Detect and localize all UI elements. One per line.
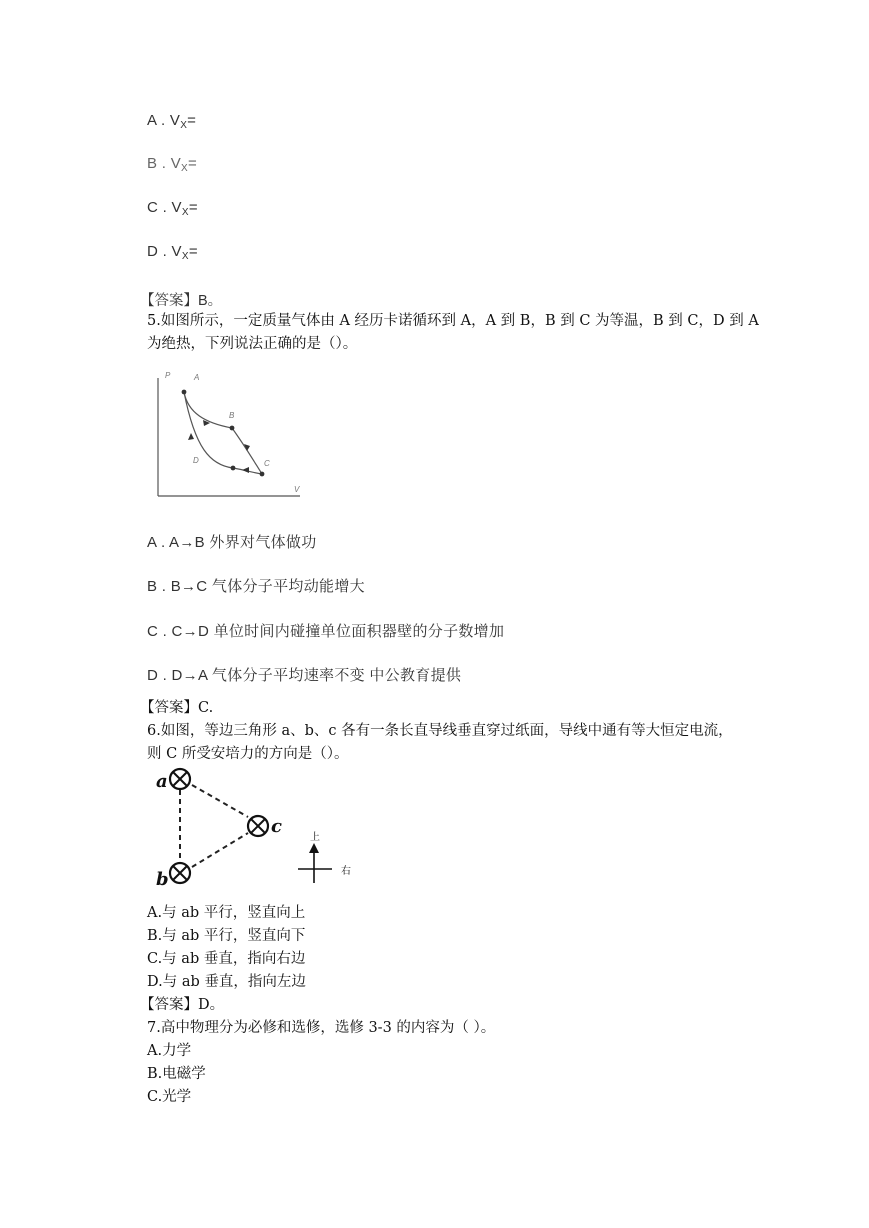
q5-pv-diagram	[150, 368, 310, 503]
q5-point-a	[182, 390, 187, 395]
q5-point-d	[231, 466, 236, 471]
q5-option-d: D . D→A 气体分子平均速率不变 中公教育提供	[147, 667, 462, 684]
q4-option-b-tail: =	[188, 155, 198, 172]
q4-answer: 【答案】B。	[140, 293, 223, 309]
q6-option-d: D.与 ab 垂直，指向左边	[147, 974, 306, 990]
q5-da-curve	[184, 392, 233, 468]
q5-stem-line1: 5.如图所示，一定质量气体由 A 经历卡诺循环到 A，A 到 B，B 到 C 为等温，B 到 C，D 到 A	[147, 313, 759, 329]
q7-option-c: C.光学	[147, 1089, 192, 1105]
q7-stem: 7.高中物理分为必修和选修，选修 3-3 的内容为（ ）。	[147, 1020, 496, 1036]
q4-option-b	[147, 155, 197, 174]
q6-label-c: c	[271, 816, 282, 837]
q4-option-b-label: B . V	[147, 155, 182, 172]
q4-option-d-label: D . V	[147, 243, 182, 260]
q6-edge-ac	[192, 785, 248, 817]
q5-label-v: V	[294, 485, 300, 494]
q6-label-right: 右	[341, 866, 351, 877]
q6-option-b: B.与 ab 平行，竖直向下	[147, 928, 306, 944]
q6-answer: 【答案】D。	[140, 997, 225, 1013]
q6-stem-line1: 6.如图，等边三角形 a、b、c 各有一条长直导线垂直穿过纸面，导线中通有等大恒定电流，	[147, 723, 733, 739]
q4-option-d-sub: X	[181, 251, 189, 262]
q5-answer: 【答案】C.	[140, 700, 214, 716]
q4-option-c-label: C . V	[147, 199, 182, 216]
q5-option-b: B . B→C 气体分子平均动能增大	[147, 578, 365, 595]
q6-option-c: C.与 ab 垂直，指向右边	[147, 951, 306, 967]
q6-label-b: b	[156, 869, 169, 890]
q6-option-a: A.与 ab 平行，竖直向上	[147, 905, 306, 921]
q5-arrow-da	[188, 433, 194, 440]
q5-label-d: D	[193, 456, 199, 465]
q4-option-c-tail: =	[188, 199, 198, 216]
q4-option-a-sub: X	[180, 120, 188, 131]
q5-label-c: C	[264, 459, 270, 468]
q5-option-a: A . A→B 外界对气体做功	[147, 534, 317, 551]
q4-option-a-tail: =	[187, 112, 197, 129]
q5-stem-line2: 为绝热，下列说法正确的是（）。	[147, 336, 358, 352]
q4-option-a-label: A . V	[147, 112, 181, 129]
q5-label-a: A	[194, 373, 200, 382]
q7-option-a: A.力学	[147, 1043, 192, 1059]
q6-compass-up-arrow	[309, 843, 319, 853]
q4-option-a	[147, 112, 196, 131]
q5-label-p: P	[165, 371, 171, 380]
q7-option-b: B.电磁学	[147, 1066, 206, 1082]
q5-point-b	[230, 426, 235, 431]
q6-triangle-diagram	[150, 765, 365, 895]
q4-option-c	[147, 199, 198, 218]
q6-edge-bc	[192, 833, 248, 867]
q6-stem-line2: 则 C 所受安培力的方向是（）。	[147, 746, 349, 762]
q4-option-d-tail: =	[188, 243, 198, 260]
q5-point-c	[260, 472, 265, 477]
q5-arrow-cd	[242, 467, 249, 473]
q4-option-c-sub: X	[181, 207, 189, 218]
q5-label-b: B	[229, 411, 235, 420]
q4-option-d	[147, 243, 198, 262]
q6-label-up: 上	[310, 832, 320, 843]
q6-label-a: a	[156, 771, 168, 792]
q4-option-b-sub: X	[181, 163, 188, 174]
q5-option-c: C . C→D 单位时间内碰撞单位面积器壁的分子数增加	[147, 623, 505, 640]
